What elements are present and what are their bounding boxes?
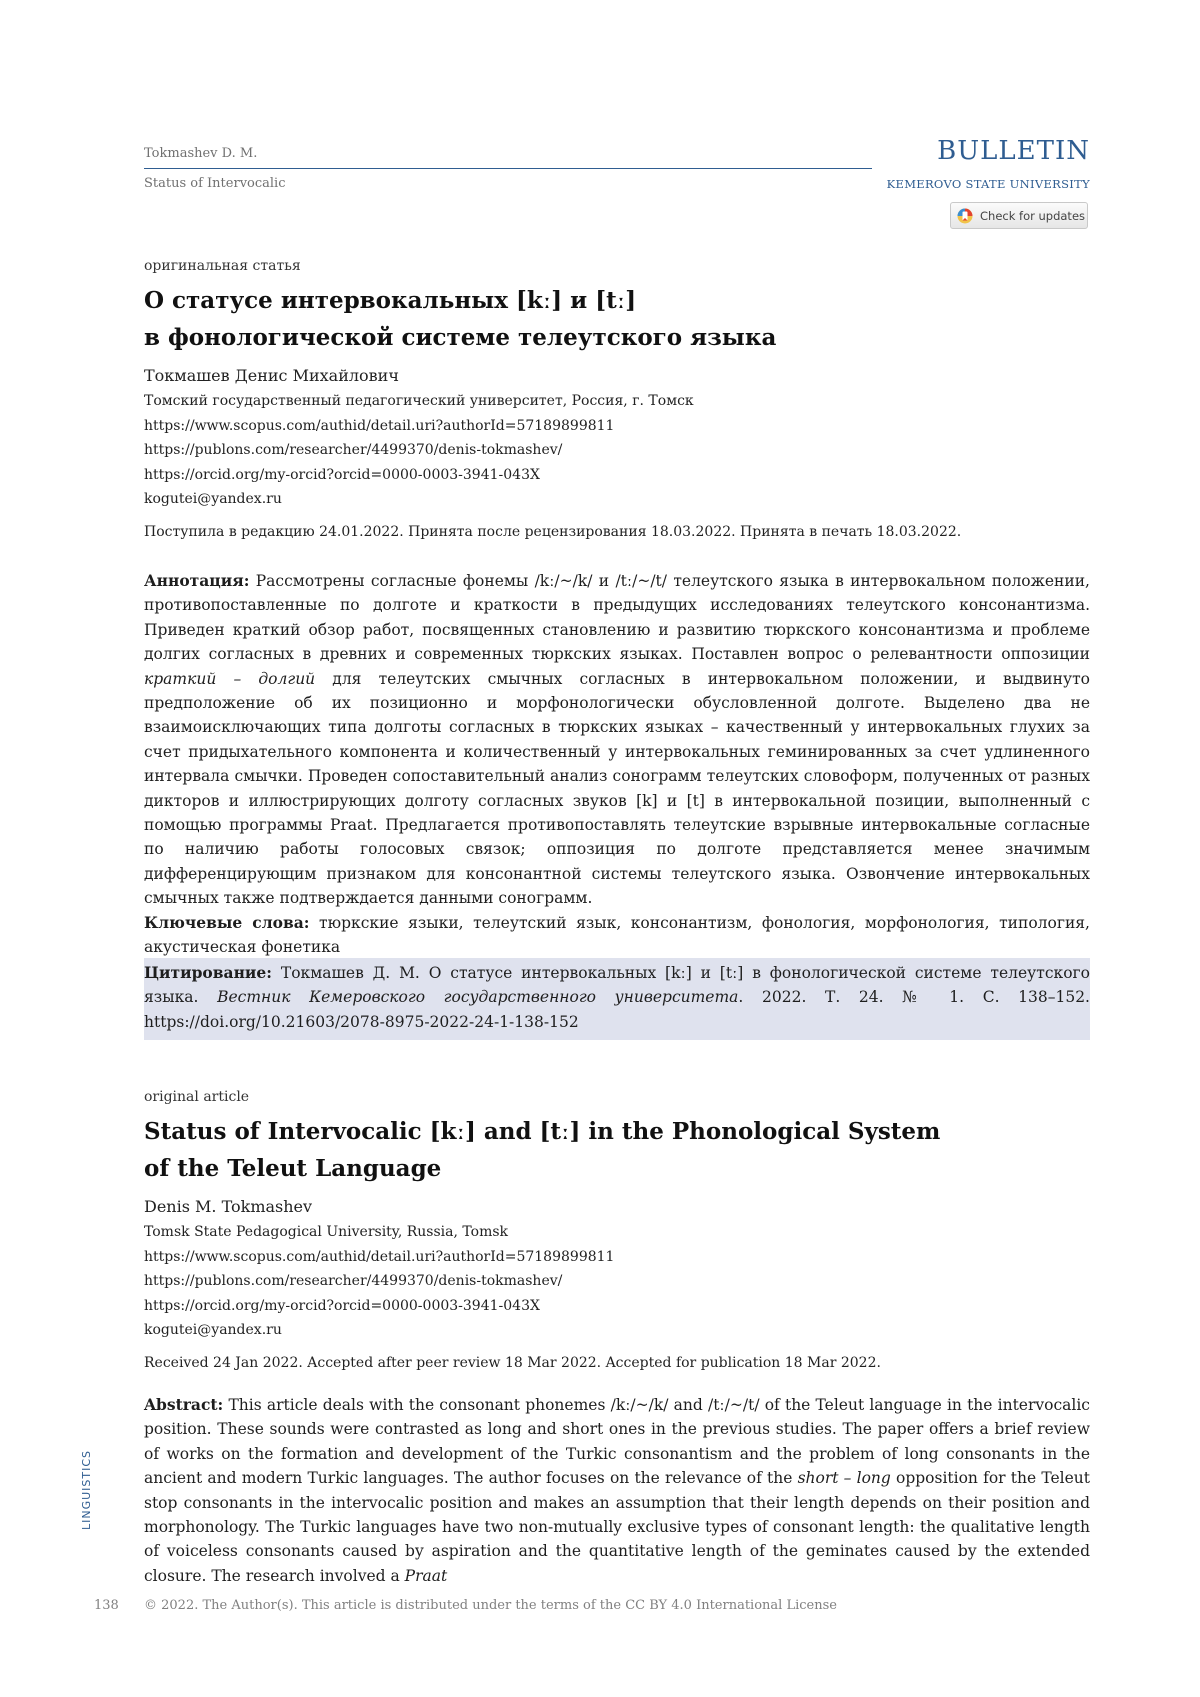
crossmark-icon (957, 208, 973, 224)
ru-citation-label: Цитирование: (144, 963, 272, 982)
section-side-label: LINGUISTICS (80, 1449, 93, 1530)
en-affiliation: Tomsk State Pedagogical University, Russia, Tomsk (144, 1224, 509, 1240)
ru-citation (144, 961, 1090, 1034)
check-for-updates-label: Check for updates (980, 208, 1086, 223)
ru-citation-text-2: . 2022. Т. 24. № 1. С. 138–152. https://doi.org/10.21603/2078-8975-2022-24-1-138-152 (144, 988, 1090, 1031)
ru-title (144, 282, 1090, 356)
ru-email-link[interactable]: kogutei@yandex.ru (144, 491, 282, 507)
en-scopus-link[interactable]: https://www.scopus.com/authid/detail.uri?authorId=57189899811 (144, 1248, 615, 1265)
ru-affiliation: Томский государственный педагогический университет, Россия, г. Томск (144, 393, 694, 409)
ru-orcid-link[interactable]: https://orcid.org/my-orcid?orcid=0000-0003-3941-043X (144, 466, 540, 483)
en-abstract-label: Abstract: (144, 1395, 224, 1414)
en-title-line-1: Status of Intervocalic [kː] and [tː] in the Phonological System (144, 1118, 941, 1145)
ru-dates: Поступила в редакцию 24.01.2022. Принята после рецензирования 18.03.2022. Принята в печать 18.03.2022. (144, 524, 962, 540)
ru-keywords-label: Ключевые слова: (144, 912, 310, 932)
en-abstract-italic: short – long (797, 1469, 891, 1488)
en-title-line-2: of the Teleut Language (144, 1155, 442, 1182)
ru-scopus-link[interactable]: https://www.scopus.com/authid/detail.uri?authorId=57189899811 (144, 417, 615, 434)
ru-publons-link[interactable]: https://publons.com/researcher/4499370/denis-tokmashev/ (144, 442, 563, 458)
running-author: Tokmashev D. M. (144, 146, 258, 161)
en-email-link[interactable]: kogutei@yandex.ru (144, 1322, 282, 1338)
en-abstract-italic-2: Praat (404, 1566, 448, 1585)
en-title (144, 1113, 1090, 1187)
ru-author: Токмашев Денис Михайлович (144, 366, 399, 385)
en-abstract (144, 1393, 1090, 1588)
journal-name: BULLETIN (937, 136, 1090, 166)
en-orcid-link[interactable]: https://orcid.org/my-orcid?orcid=0000-0003-3941-043X (144, 1297, 540, 1314)
en-publons-link[interactable]: https://publons.com/researcher/4499370/denis-tokmashev/ (144, 1273, 563, 1289)
en-abstract-text-1: This article deals with the consonant phonemes /kː/~/k/ and /tː/~/t/ of the Teleut language in the intervocalic position. These sounds were contrasted as long and short ones in the previous studies. The paper offers a brief review of works on the formation and development of the Turkic consonantism and the problem of long consonants in the ancient and modern Turkic languages. The author focuses on the relevance of the (144, 1396, 1090, 1488)
ru-title-line-1: О статусе интервокальных [kː] и [tː] (144, 287, 637, 314)
en-abstract-text-2: opposition for the Teleut stop consonants in the intervocalic position and makes an assumption that their length depends on their position and morphonology. The Turkic languages have two non-mutually exclusive types of consonant length: the qualitative length of voiceless consonants caused by aspiration and the quantitative length of the geminates caused by the extended closure. The research involved a (144, 1469, 1090, 1585)
en-article-type: original article (144, 1089, 250, 1105)
ru-author-details (144, 389, 1090, 512)
page-number: 138 (94, 1598, 119, 1613)
ru-abstract-italic: краткий – долгий (144, 669, 316, 688)
ru-citation-text-1: Токмашев Д. М. О статусе интервокальных [kː] и [tː] в фонологической системе телеутского языка. (144, 964, 1090, 1007)
license-notice: © 2022. The Author(s). This article is distributed under the terms of the CC BY 4.0 International License (144, 1598, 837, 1613)
ru-keywords: тюркские языки, телеутский язык, консонантизм, фонология, морфонология, типология, акустическая фонетика (144, 913, 1090, 957)
ru-title-line-2: в фонологической системе телеутского языка (144, 324, 777, 351)
ru-abstract-text-2: для телеутских смычных согласных в интервокальном положении, и выдвинуто предположение об их позиционно и морфонологически обусловленной долготе. Выделено два не взаимоисключающих типа долготы согласных в тюркских языках – качественный у интервокальных глухих за счет придыхательного компонента и количественный у интервокальных геминированных за счет удлиненного интервала смычки. Проведен сопоставительный анализ сонограмм телеутских словоформ, полученных от разных дикторов и иллюстрирующих долготу согласных звуков [k] и [t] в интервокальной позиции, выполненный с помощью программы Praat. Предлагается противопоставлять телеутские взрывные интервокальные согласные по наличию работы голосовых связок; оппозиция по долготе представляется менее значимым дифференцирующим признаком для консонантной системы телеутского языка. Озвончение интервокальных смычных также подтверждается данными сонограмм. (144, 669, 1090, 908)
en-dates: Received 24 Jan 2022. Accepted after peer review 18 Mar 2022. Accepted for publication 18 Mar 2022. (144, 1355, 881, 1371)
header-rule (144, 168, 872, 169)
journal-subtitle: KEMEROVO STATE UNIVERSITY (886, 177, 1090, 191)
check-for-updates-button[interactable] (950, 202, 1088, 229)
running-topic: Status of Intervocalic (144, 176, 286, 191)
en-author-details (144, 1220, 1090, 1343)
ru-abstract-label: Аннотация: (144, 571, 250, 590)
ru-abstract (144, 569, 1090, 960)
ru-article-type: оригинальная статья (144, 258, 301, 274)
en-author: Denis M. Tokmashev (144, 1197, 313, 1216)
ru-citation-journal: Вестник Кемеровского государственного университета (217, 988, 739, 1007)
ru-abstract-text-1: Рассмотрены согласные фонемы /kː/~/k/ и /tː/~/t/ телеутского языка в интервокальном положении, противопоставленные по долготе и краткости в предыдущих исследованиях телеутского консонантизма. Приведен краткий обзор работ, посвященных становлению и развитию тюркского консонантизма и проблеме долгих согласных в древних и современных тюркских языках. Поставлен вопрос о релевантности оппозиции (144, 572, 1090, 664)
